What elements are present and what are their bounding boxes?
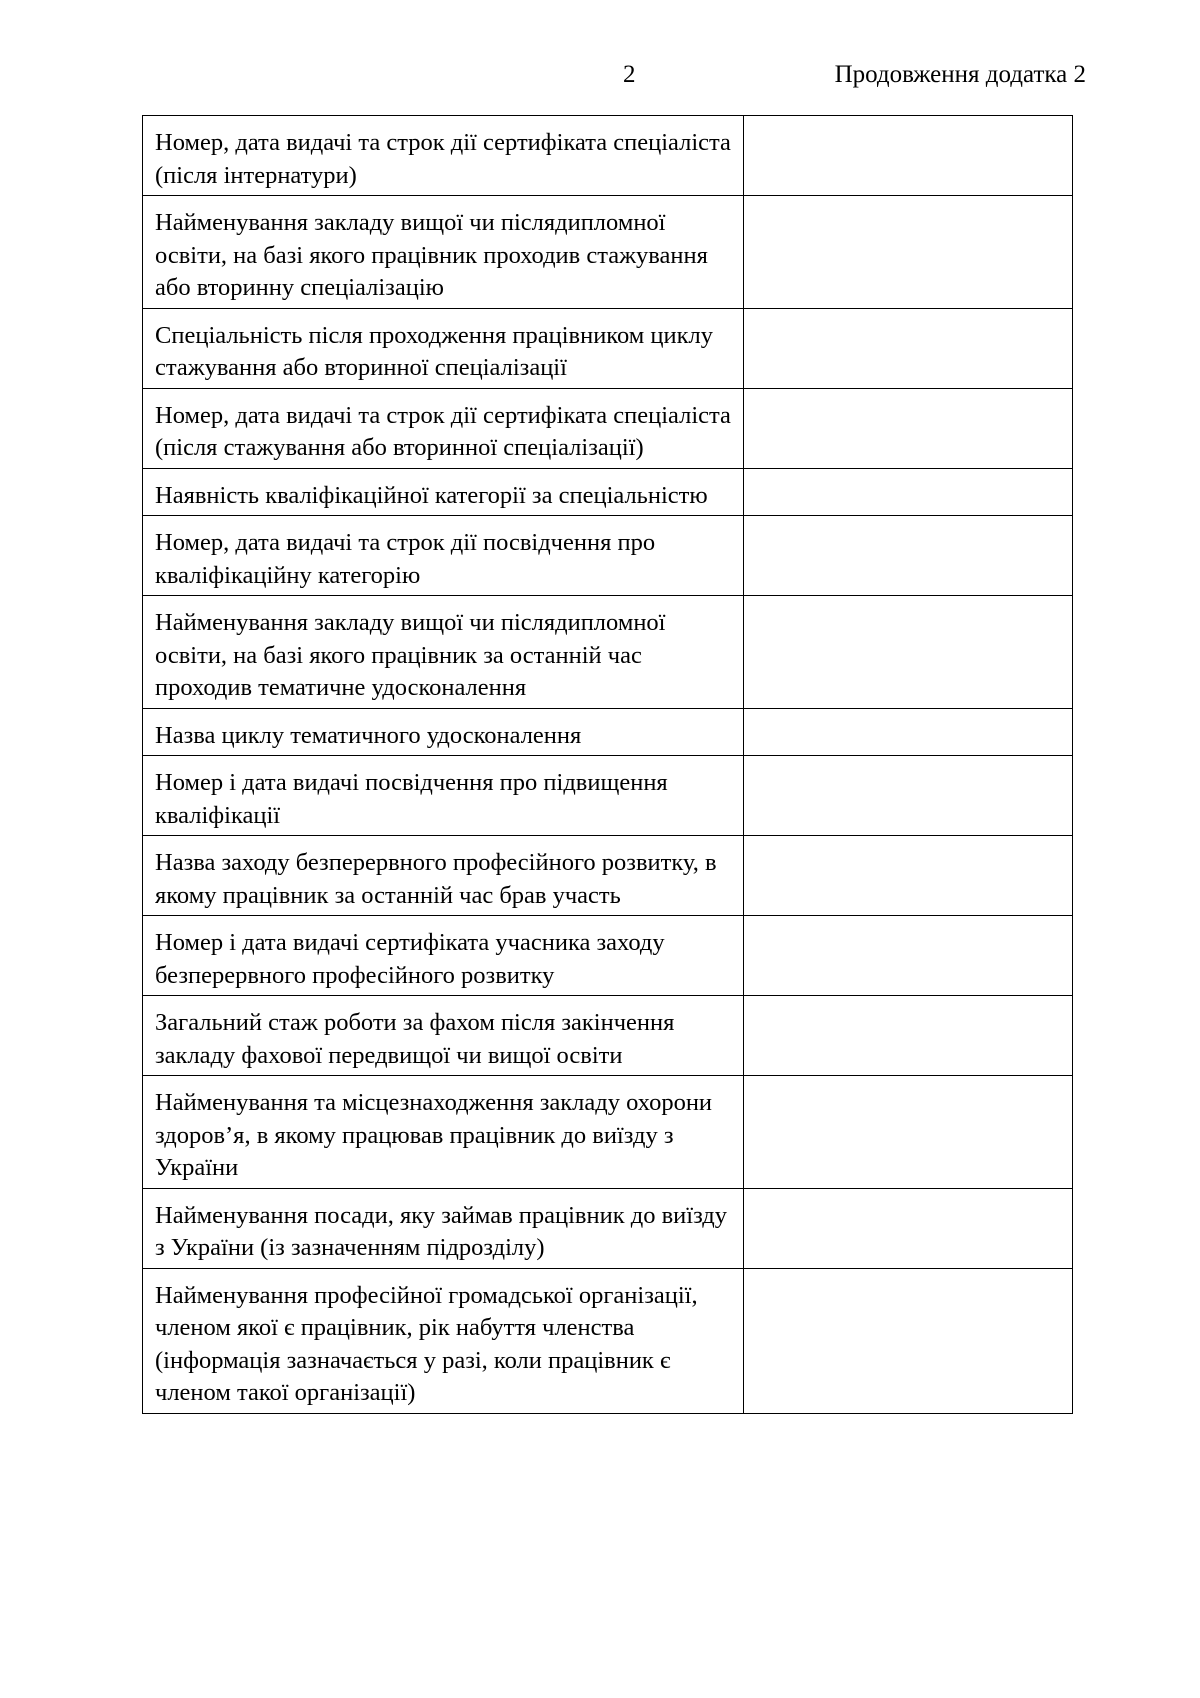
- row-value[interactable]: [744, 1268, 1073, 1413]
- row-label: Найменування професійної громадської організації, членом якої є працівник, рік набуття членства (інформація зазначається у разі, коли працівник є членом такої організації): [143, 1268, 744, 1413]
- row-label: Назва циклу тематичного удосконалення: [143, 708, 744, 756]
- table-row: [143, 516, 1073, 596]
- row-label: Найменування посади, яку займав працівник до виїзду з України (із зазначенням підрозділу): [143, 1188, 744, 1268]
- form-table: [142, 115, 1073, 1414]
- table-row: [143, 308, 1073, 388]
- table-row: [143, 916, 1073, 996]
- row-value[interactable]: [744, 468, 1073, 516]
- row-label: Номер і дата видачі посвідчення про підвищення кваліфікації: [143, 756, 744, 836]
- row-label: Наявність кваліфікаційної категорії за спеціальністю: [143, 468, 744, 516]
- row-value[interactable]: [744, 388, 1073, 468]
- row-label: Найменування та місцезнаходження закладу охорони здоров’я, в якому працював працівник до виїзду з України: [143, 1076, 744, 1189]
- table-row: [143, 1268, 1073, 1413]
- table-row: [143, 836, 1073, 916]
- row-value[interactable]: [744, 1076, 1073, 1189]
- row-label: Номер і дата видачі сертифіката учасника заходу безперервного професійного розвитку: [143, 916, 744, 996]
- table-row: [143, 996, 1073, 1076]
- page-number: 2: [623, 61, 636, 88]
- row-value[interactable]: [744, 116, 1073, 196]
- row-label: Номер, дата видачі та строк дії сертифіката спеціаліста (після стажування або вторинної спеціалізації): [143, 388, 744, 468]
- row-label: Спеціальність після проходження працівником циклу стажування або вторинної спеціалізації: [143, 308, 744, 388]
- row-value[interactable]: [744, 996, 1073, 1076]
- table-row: [143, 708, 1073, 756]
- continuation-note: Продовження додатка 2: [834, 61, 1086, 88]
- table-row: [143, 1076, 1073, 1189]
- row-value[interactable]: [744, 708, 1073, 756]
- table-row: [143, 596, 1073, 709]
- table-row: [143, 468, 1073, 516]
- row-value[interactable]: [744, 836, 1073, 916]
- row-value[interactable]: [744, 756, 1073, 836]
- row-value[interactable]: [744, 916, 1073, 996]
- row-label: Номер, дата видачі та строк дії сертифіката спеціаліста (після інтернатури): [143, 116, 744, 196]
- table-row: [143, 1188, 1073, 1268]
- row-value[interactable]: [744, 308, 1073, 388]
- row-value[interactable]: [744, 196, 1073, 309]
- table-row: [143, 756, 1073, 836]
- row-label: Найменування закладу вищої чи післядипломної освіти, на базі якого працівник проходив стажування або вторинну спеціалізацію: [143, 196, 744, 309]
- row-value[interactable]: [744, 516, 1073, 596]
- row-label: Загальний стаж роботи за фахом після закінчення закладу фахової передвищої чи вищої освіти: [143, 996, 744, 1076]
- table-row: [143, 116, 1073, 196]
- row-label: Назва заходу безперервного професійного розвитку, в якому працівник за останній час брав участь: [143, 836, 744, 916]
- table-row: [143, 388, 1073, 468]
- row-label: Найменування закладу вищої чи післядипломної освіти, на базі якого працівник за останній час проходив тематичне удосконалення: [143, 596, 744, 709]
- row-label: Номер, дата видачі та строк дії посвідчення про кваліфікаційну категорію: [143, 516, 744, 596]
- row-value[interactable]: [744, 596, 1073, 709]
- table-row: [143, 196, 1073, 309]
- row-value[interactable]: [744, 1188, 1073, 1268]
